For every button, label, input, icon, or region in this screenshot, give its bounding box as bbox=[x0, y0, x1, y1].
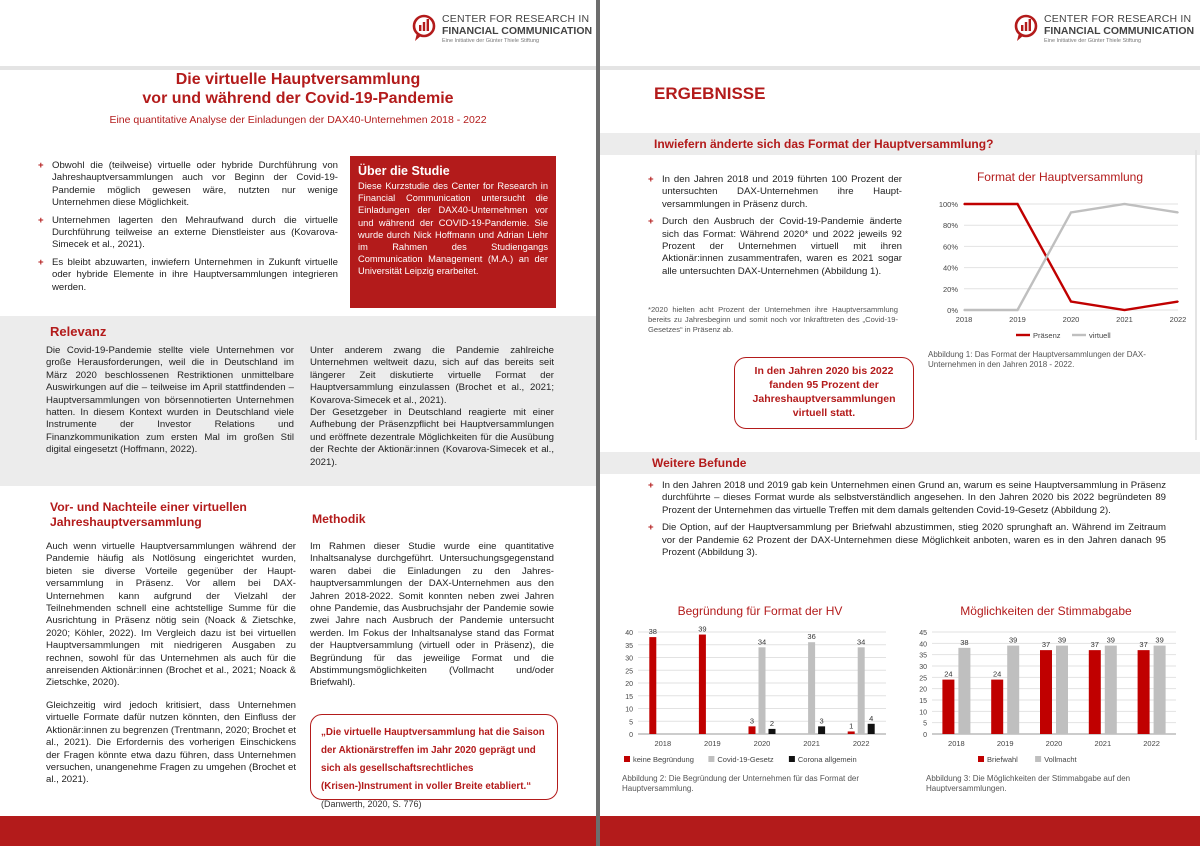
y-tick-label: 40% bbox=[942, 263, 958, 273]
data-label: 34 bbox=[757, 637, 767, 647]
result-callout bbox=[734, 357, 914, 429]
y-tick-label: 45 bbox=[919, 630, 927, 637]
y-tick-label: 60% bbox=[942, 242, 958, 252]
x-tick-label: 2019 bbox=[996, 739, 1014, 748]
bar-vollmacht bbox=[1007, 646, 1019, 734]
bar-covid-19-gesetz bbox=[808, 642, 815, 734]
bar-keine-begr-ndung bbox=[699, 635, 706, 734]
methodik-text: Im Rahmen dieser Studie wurde eine quantitative Inhaltsanalyse durchgeführt. Untersuchungsgegenstand waren dabei die Einladungen zu den Jahreshauptversammlungen der DAX-Unternehmen aus den Jahren 2018-2022. Somit konnten neben zwei Jahren ohne Pandemie, das Ausbruchsjahr der Pandemie sowie zwei Jahre nach Ausbruch der Pandemie untersucht werden. Im Fokus der Inhaltsanalyse stand das Format der Hauptversammlung (virtuell oder in Präsenz), die Begründung für das jeweilige Format und die Abstimmungsmöglichkeiten (Vollmacht und/oder Briefwahl). bbox=[310, 541, 554, 689]
x-tick-label: 2022 bbox=[852, 739, 870, 748]
bar-keine-begr-ndung bbox=[749, 726, 756, 734]
y-tick-label: 15 bbox=[625, 693, 633, 701]
logo-line1: CENTER FOR RESEARCH IN bbox=[1044, 13, 1192, 25]
chart2-title: Begründung für Format der HV bbox=[677, 604, 843, 618]
relevanz-text-right-2: Der Gesetzgeber in Deutschland reagierte mit einer Aufhebung der Präsenzpflicht bei Hauptversammlungen und eröffnete dezentrale Möglichkeiten für die Ausübung der Rechte der Aktionär:innen (Kovarova-Simecek et al., 2021). bbox=[310, 407, 554, 468]
series-line-virtuell bbox=[964, 204, 1178, 310]
bar-briefwahl bbox=[1089, 650, 1101, 734]
bar-vollmacht bbox=[1105, 646, 1117, 734]
data-label: 39 bbox=[1106, 635, 1115, 645]
vn-heading-line2: Jahreshauptversammlung bbox=[50, 515, 202, 529]
legend-label: Vollmacht bbox=[1044, 755, 1077, 764]
bar-covid-19-gesetz bbox=[759, 647, 766, 734]
x-tick-label: 2018 bbox=[654, 739, 672, 748]
x-tick-label: 2019 bbox=[704, 739, 721, 748]
vn-heading-line1: Vor- und Nachteile einer virtuellen bbox=[50, 500, 247, 514]
chart3-plot bbox=[906, 622, 1182, 770]
relevanz-text-left: Die Covid-19-Pandemie stellte viele Unternehmen vor große Herausforderungen, weil die in Deutschland im März 2020 beschlossenen Restriktionen unmittelbare Auswirkungen auf die – teilweise im April stattfindenden – Hauptversammlungen von börsennotierten Unternehmen hatten. In diesem Kontext wurden in Deutschland viele Instrumente der Investor Relations und Finanzkommunikation zum ersten Mal im großen Stil digital eingesetzt (Hoffmann, 2022). bbox=[46, 345, 294, 456]
y-tick-label: 10 bbox=[919, 709, 927, 717]
x-tick-label: 2021 bbox=[1094, 739, 1112, 748]
logo-line3: Eine Initiative der Günter Thiele Stiftung bbox=[442, 38, 540, 44]
y-tick-label: 40 bbox=[919, 641, 927, 649]
bar-keine-begr-ndung bbox=[848, 731, 855, 734]
data-point bbox=[1017, 203, 1019, 205]
y-tick-label: 15 bbox=[919, 698, 927, 705]
y-tick-label: 25 bbox=[625, 668, 633, 676]
data-point bbox=[1017, 309, 1019, 311]
data-label: 39 bbox=[1155, 635, 1164, 645]
y-tick-label: 100% bbox=[938, 200, 958, 209]
data-point bbox=[1177, 212, 1179, 214]
footnote: *2020 hielten acht Prozent der Unternehmen ihre Hauptversammlung bereits zu Jahresbeginn und somit noch vor Inkrafttreten des „Covid-19-Gesetzes“ in Präsenz ab. bbox=[648, 305, 898, 334]
legend-label: Covid-19-Gesetz bbox=[717, 755, 774, 764]
data-label: 34 bbox=[857, 637, 866, 647]
result-callout-text: In den Jahren 2020 bis 2022 fanden 95 Prozent der Jahreshauptversammlungen virtuell statt. bbox=[752, 365, 896, 419]
logo-line2: FINANCIAL COMMUNICATION bbox=[1044, 25, 1195, 37]
methodik-heading: Methodik bbox=[312, 512, 366, 526]
x-tick-label: 2019 bbox=[1009, 315, 1026, 324]
data-label: 36 bbox=[807, 632, 816, 642]
data-label: 39 bbox=[698, 624, 707, 634]
weitere-bullet: + Die Option, auf der Hauptversammlung per Briefwahl abzustimmen, stieg 2020 sprunghaft an. Während im Zeitraum vor der Pandemie 62 Prozent der DAX-Unternehmen diese Möglichkeit anboten, waren es in den Jahren danach 95 Prozent (Abbildung 3). bbox=[646, 522, 1166, 559]
legend-swatch bbox=[624, 756, 630, 762]
x-tick-label: 2020 bbox=[1045, 739, 1063, 748]
x-tick-label: 2018 bbox=[955, 315, 973, 324]
bar-keine-begr-ndung bbox=[649, 637, 656, 734]
intro-bullet: + Es bleibt abzuwarten, inwiefern Unternehmen in Zukunft virtuelle oder hybride Elemente in ihre Hauptversammlungen integrieren werden. bbox=[36, 257, 338, 294]
logo-line3: Eine Initiative der Günter Thiele Stiftung bbox=[1044, 38, 1142, 44]
logo-icon bbox=[412, 14, 436, 42]
results-bullet: + In den Jahren 2018 und 2019 führten 100 Prozent der untersuchten DAX-Unternehmen ihre Hauptversammlungen in Präsenz durch. bbox=[646, 174, 902, 211]
y-tick-label: 0% bbox=[947, 306, 958, 315]
legend-swatch bbox=[1035, 756, 1041, 762]
bar-briefwahl bbox=[942, 680, 954, 734]
results-heading: ERGEBNISSE bbox=[654, 84, 766, 103]
x-tick-label: 2021 bbox=[803, 739, 820, 748]
y-tick-label: 5 bbox=[629, 719, 633, 727]
legend-label: Briefwahl bbox=[987, 755, 1018, 764]
data-point bbox=[1124, 203, 1126, 205]
quote-source: (Danwerth, 2020, S. 776) bbox=[321, 799, 422, 809]
bar-corona-allgemein bbox=[868, 724, 875, 734]
data-point bbox=[1070, 212, 1072, 214]
relevanz-text-right-1: Unter anderem zwang die Pandemie zahlreiche Unternehmen weltweit dazu, sich auf das bereits seit längerer Zeit diskutierte virtuelle Format der Hauptversammlung einzulassen (Brochet et al., 2021; Kovarova-Simecek et al., 2021). bbox=[310, 345, 554, 406]
y-tick-label: 40 bbox=[625, 630, 633, 637]
y-tick-label: 30 bbox=[625, 655, 633, 663]
legend-swatch bbox=[978, 756, 984, 762]
data-label: 2 bbox=[769, 718, 775, 728]
chart1-plot bbox=[920, 192, 1190, 344]
footer-band bbox=[0, 816, 596, 846]
weitere-heading: Weitere Befunde bbox=[652, 456, 747, 470]
y-tick-label: 10 bbox=[625, 706, 633, 714]
page-title-line2: vor und während der Covid-19-Pandemie bbox=[142, 90, 454, 107]
page-subtitle: Eine quantitative Analyse der Einladungen der DAX40-Unternehmen 2018 - 2022 bbox=[109, 114, 487, 126]
chart2-plot bbox=[614, 622, 894, 770]
legend-label: keine Begründung bbox=[633, 755, 694, 764]
intro-bullets bbox=[36, 160, 338, 299]
header-band bbox=[600, 66, 1200, 70]
y-tick-label: 0 bbox=[629, 732, 633, 739]
bar-corona-allgemein bbox=[818, 726, 825, 734]
data-point bbox=[963, 203, 965, 205]
x-tick-label: 2022 bbox=[1143, 739, 1160, 748]
data-label: 39 bbox=[1057, 635, 1067, 645]
data-label: 3 bbox=[749, 716, 755, 726]
data-point bbox=[1070, 301, 1072, 303]
title-block bbox=[0, 70, 596, 126]
vn-paragraph-2: Gleichzeitig wird jedoch kritisiert, dass Unternehmen virtuelle Formate dafür nutzen könnten, den Einfluss der Aktionär:innen zu begrenzen (Trentmann, 2020; Brochet et al., 2021). Die Erfordernis des vorherigen Einschickens der Fragen könnte etwa dazu führen, dass Unternehmen versuchen, unangenehme Fragen zu umgehen (Brochet et al., 2021). bbox=[46, 699, 296, 786]
data-point bbox=[1124, 309, 1126, 311]
chart3-caption: Abbildung 3: Die Möglichkeiten der Stimmabgabe auf den Hauptversammlungen. bbox=[926, 774, 1131, 793]
data-point bbox=[963, 309, 965, 311]
logo bbox=[1014, 14, 1194, 46]
bar-briefwahl bbox=[1138, 650, 1150, 734]
y-tick-label: 20% bbox=[942, 284, 958, 294]
bar-covid-19-gesetz bbox=[858, 647, 865, 734]
bar-corona-allgemein bbox=[769, 729, 776, 734]
data-point bbox=[1177, 301, 1179, 303]
question-heading: Inwiefern änderte sich das Format der Hauptversammlung? bbox=[654, 137, 994, 151]
page-title-line1: Die virtuelle Hauptversammlung bbox=[175, 71, 421, 88]
results-bullet: + Durch den Ausbruch der Covid-19-Pandemie änderte sich das Format: Während 2020* und 2022 jeweils 92 Prozent der Unternehmen virtuell mit ihren Aktionär:innen zusammentrafen, waren es 2021 sogar alle untersuchten DAX-Unternehmen (Abbildung 1). bbox=[646, 216, 902, 278]
about-box-text: Diese Kurzstudie des Center for Research in Financial Communication untersucht die Einladungen der DAX40-Unternehmen vor und während der COVID-19-Pandemie. Sie wurde durch Nick Hoffmann und Adrian Liehr im Rahmen des Studiengangs Communication Management (M.A.) an der Universität Leipzig erarbeitet. bbox=[358, 181, 548, 277]
y-tick-label: 30 bbox=[919, 664, 927, 671]
x-tick-label: 2020 bbox=[1062, 315, 1080, 324]
chart1-title: Format der Hauptversammlung bbox=[976, 170, 1144, 184]
page-right bbox=[600, 0, 1200, 846]
y-tick-label: 5 bbox=[923, 720, 927, 728]
quote-callout bbox=[310, 714, 558, 809]
x-tick-label: 2022 bbox=[1169, 315, 1187, 324]
weitere-bullet: + In den Jahren 2018 und 2019 gab kein Unternehmen einen Grund an, warum es seine Hauptversammlung in Präsenz durchführte – dieses Format wurde als selbstverständlich angesehen. In den Jahren 2020 bis 2022 begründeten 89 Prozent der Unternehmen das virtuelle Treffen mit dem damals geltenden Covid-19-Gesetz (Abbildung 2). bbox=[646, 480, 1166, 517]
vn-text bbox=[46, 541, 296, 787]
footer-band bbox=[600, 816, 1200, 846]
data-label: 38 bbox=[960, 637, 969, 647]
data-label: 37 bbox=[1090, 640, 1099, 650]
results-bullets bbox=[646, 174, 902, 283]
y-tick-label: 20 bbox=[625, 681, 633, 688]
weitere-bullets bbox=[646, 480, 1166, 564]
data-label: 24 bbox=[993, 669, 1002, 679]
about-box-title: Über die Studie bbox=[358, 164, 450, 178]
chart2-caption: Abbildung 2: Die Begründung der Unternehmen für das Format der Hauptversammlung. bbox=[622, 774, 860, 793]
about-box bbox=[350, 156, 556, 308]
logo-line1: CENTER FOR RESEARCH IN bbox=[442, 13, 590, 25]
data-label: 37 bbox=[1139, 640, 1148, 650]
vn-heading bbox=[50, 500, 247, 530]
y-tick-label: 35 bbox=[919, 652, 927, 660]
chart3-title: Möglichkeiten der Stimmabgabe bbox=[960, 604, 1132, 618]
legend-swatch bbox=[789, 756, 795, 762]
legend-label: Präsenz bbox=[1033, 331, 1061, 340]
y-tick-label: 80% bbox=[942, 221, 958, 231]
x-tick-label: 2018 bbox=[948, 739, 965, 748]
logo-line2: FINANCIAL COMMUNICATION bbox=[442, 25, 593, 37]
bar-briefwahl bbox=[991, 680, 1003, 734]
relevanz-heading: Relevanz bbox=[50, 324, 107, 339]
data-label: 1 bbox=[849, 721, 854, 731]
vn-paragraph-1: Auch wenn virtuelle Hauptversammlungen während der Pandemie häufig als Notlösung eingerichtet wurden, bieten sie diverse Vorteile gegenüber der Hauptversammlung in Präsenz. Vor allem bei DAX-Unternehmen kann aufgrund der Vielzahl der Teilnehmenden schnell eine achtstellige Summe für die Ausrichtung in Präsenz nötig sein (Noack & Zietschke, 2020; Köhler, 2022). Im Vergleich dazu ist bei virtuellen Hauptversammlungen mit niedrigeren Ausgaben zu rechnen, sowohl für das Unternehmen als auch für die anreisenden Aktionär:innen (Brochet et al., 2021; Noack & Zietschke, 2020). bbox=[46, 541, 296, 689]
y-tick-label: 35 bbox=[625, 642, 633, 650]
relevanz-col-right bbox=[310, 345, 554, 469]
chart1-caption: Abbildung 1: Das Format der Hauptversammlungen der DAX-Unternehmen in den Jahren 2018 - 2022. bbox=[928, 350, 1146, 369]
logo-icon bbox=[1014, 14, 1038, 42]
intro-bullet: + Obwohl die (teilweise) virtuelle oder hybride Durchführung von Jahreshauptversammlungen auch vor Beginn der Covid-19-Pandemie möglich gewesen wäre, nutzten nur wenige Unternehmen diese Möglichkeit. bbox=[36, 160, 338, 210]
quote-text: „Die virtuelle Hauptversammlung hat die Saison der Aktionärstreffen im Jahr 2020 geprägt und sich als gesellschaftsrechtliches (Krisen-)Instrument in voller Breite etabliert.“ bbox=[321, 727, 545, 792]
logo bbox=[412, 14, 592, 46]
legend-label: Corona allgemein bbox=[797, 755, 857, 764]
bar-vollmacht bbox=[1056, 646, 1068, 734]
data-label: 4 bbox=[869, 713, 874, 723]
intro-bullet: + Unternehmen lagerten den Mehraufwand durch die virtuelle Durchführung teilweise an externe Dienstleister aus (Kovarova-Simecek et al., 2021). bbox=[36, 215, 338, 252]
data-label: 3 bbox=[819, 716, 824, 726]
x-tick-label: 2021 bbox=[1116, 315, 1133, 324]
y-tick-label: 0 bbox=[923, 732, 927, 739]
bar-vollmacht bbox=[1154, 646, 1166, 734]
y-tick-label: 25 bbox=[919, 675, 927, 683]
data-label: 38 bbox=[648, 627, 657, 637]
data-label: 24 bbox=[944, 669, 953, 679]
data-label: 39 bbox=[1009, 635, 1018, 645]
legend-swatch bbox=[708, 756, 714, 762]
series-line-praesenz bbox=[964, 204, 1178, 310]
bar-vollmacht bbox=[958, 648, 970, 734]
divider bbox=[1195, 150, 1197, 440]
x-tick-label: 2020 bbox=[753, 739, 771, 748]
legend-label: virtuell bbox=[1089, 331, 1111, 340]
page-left bbox=[0, 0, 596, 846]
bar-briefwahl bbox=[1040, 650, 1052, 734]
data-label: 37 bbox=[1041, 640, 1051, 650]
y-tick-label: 20 bbox=[919, 686, 927, 694]
